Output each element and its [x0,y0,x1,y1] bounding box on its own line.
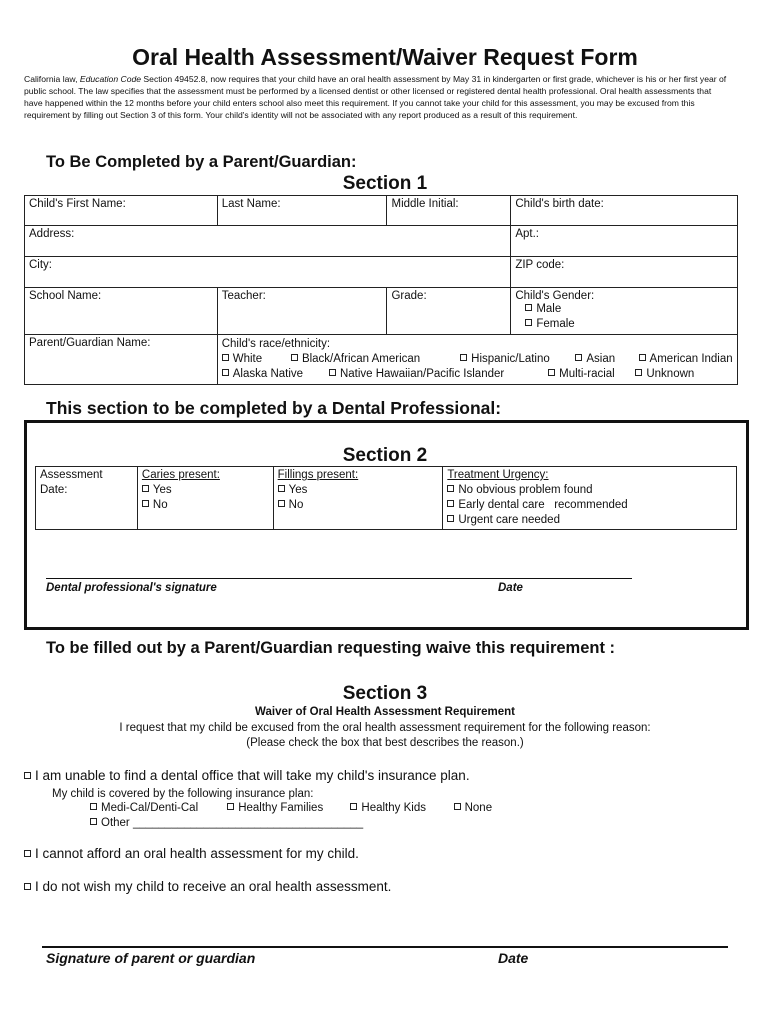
checkbox-icon[interactable] [24,772,31,779]
insurance-label: My child is covered by the following insurance plan: [52,788,314,800]
assessment-date-field[interactable]: Assessment Date: [36,467,138,530]
section3-title: Section 3 [342,683,428,704]
checkbox-icon[interactable] [525,319,532,326]
checkbox-icon[interactable] [278,485,285,492]
checkbox-icon[interactable] [447,515,454,522]
race-multi-racial[interactable]: Multi-racial [548,367,632,382]
reason-do-not-wish[interactable]: I do not wish my child to receive an oral health assessment. [24,879,391,894]
urgency-early[interactable]: Early dental care recommended [447,498,732,513]
dental-signature-label: Dental professional's signature [46,582,217,594]
fillings-field: Fillings present: Yes No [273,467,443,530]
caries-field: Caries present: Yes No [137,467,273,530]
birth-date-field[interactable]: Child's birth date: [511,196,738,226]
checkbox-icon[interactable] [90,803,97,810]
checkbox-icon[interactable] [24,883,31,890]
waiver-heading: To be filled out by a Parent/Guardian requesting waive this requirement : [46,639,616,657]
checkbox-icon[interactable] [447,485,454,492]
checkbox-icon[interactable] [142,500,149,507]
checkbox-icon[interactable] [575,354,582,361]
section3-instruction: (Please check the box that best describes the reason.) [246,737,524,749]
checkbox-icon[interactable] [291,354,298,361]
insurance-other[interactable]: Other ____________________________________ [90,817,363,829]
checkbox-icon[interactable] [639,354,646,361]
insurance-healthy-kids[interactable]: Healthy Kids [350,802,450,814]
parent-signature-line[interactable] [42,946,728,948]
checkbox-icon[interactable] [350,803,357,810]
dental-signature-line[interactable] [46,578,632,579]
address-field[interactable]: Address: [25,226,511,257]
section3-subtitle: Waiver of Oral Health Assessment Requirement [255,706,515,718]
section1-title: Section 1 [342,173,428,194]
gender-option-female[interactable]: Female [525,317,733,332]
intro-paragraph: California law, Education Code Section 49452.8, now requires that your child have an oral health assessment by May 31 in kindergarten or first grade, whichever is his or her first year of public school. The law specifies that the assessment must be performed by a licensed dentist or other licensed or registered dental health professional. Oral health assessments that have happened within the 12 months before your child enters school also meet this requirement. If you cannot take your child for this assessment, you may be excused from this requirement by filling out Section 3 of this form. Your child's identity will not be associated with any report produced as a result of this requirement. [24,74,727,120]
fillings-no[interactable]: No [278,498,439,513]
urgency-urgent[interactable]: Urgent care needed [447,513,732,528]
parent-heading: To Be Completed by a Parent/Guardian: [46,153,357,171]
checkbox-icon[interactable] [24,850,31,857]
insurance-options [90,802,492,814]
checkbox-icon[interactable] [635,369,642,376]
urgency-field: Treatment Urgency: No obvious problem found Early dental care recommended Urgent care needed [443,467,737,530]
first-name-field[interactable]: Child's First Name: [25,196,218,226]
checkbox-icon[interactable] [222,354,229,361]
checkbox-icon[interactable] [447,500,454,507]
checkbox-icon[interactable] [142,485,149,492]
section2-table [35,466,737,530]
race-hispanic[interactable]: Hispanic/Latino [460,352,572,367]
grade-field[interactable]: Grade: [387,288,511,335]
reason-insurance[interactable]: I am unable to find a dental office that will take my child's insurance plan. [24,768,470,783]
race-black[interactable]: Black/African American [291,352,457,367]
dental-date-label: Date [498,582,523,594]
insurance-none[interactable]: None [454,802,493,814]
race-white[interactable]: White [222,352,288,367]
section3-request: I request that my child be excused from the oral health assessment requirement for the following reason: [119,722,651,734]
checkbox-icon[interactable] [329,369,336,376]
checkbox-icon[interactable] [90,818,97,825]
checkbox-icon[interactable] [222,369,229,376]
form-title: Oral Health Assessment/Waiver Request Form [132,44,638,70]
reason-cannot-afford[interactable]: I cannot afford an oral health assessment for my child. [24,846,359,861]
race-native-hawaiian[interactable]: Native Hawaiian/Pacific Islander [329,367,545,382]
school-field[interactable]: School Name: [25,288,218,335]
parent-date-label: Date [498,950,529,966]
section1-table [24,195,738,385]
dental-heading: This section to be completed by a Dental Professional: [46,398,502,418]
gender-field: Child's Gender: Male Female [511,288,738,335]
checkbox-icon[interactable] [525,304,532,311]
caries-yes[interactable]: Yes [142,483,269,498]
middle-initial-field[interactable]: Middle Initial: [387,196,511,226]
last-name-field[interactable]: Last Name: [217,196,387,226]
insurance-healthy-families[interactable]: Healthy Families [227,802,347,814]
teacher-field[interactable]: Teacher: [217,288,387,335]
urgency-none[interactable]: No obvious problem found [447,483,732,498]
zip-field[interactable]: ZIP code: [511,257,738,288]
parent-name-field[interactable]: Parent/Guardian Name: [25,335,218,385]
section2-title: Section 2 [342,445,428,466]
gender-option-male[interactable]: Male [525,302,733,317]
race-american-indian[interactable]: American Indian [639,352,733,367]
checkbox-icon[interactable] [454,803,461,810]
race-field: Child's race/ethnicity: White Black/African American Hispanic/Latino Asian American Indian Alaska Native Native Hawaiian/Pacific Islander Multi-racial Unknown [217,335,737,385]
apt-field[interactable]: Apt.: [511,226,738,257]
insurance-medi-cal[interactable]: Medi-Cal/Denti-Cal [90,802,224,814]
city-field[interactable]: City: [25,257,511,288]
checkbox-icon[interactable] [460,354,467,361]
race-unknown[interactable]: Unknown [635,367,694,382]
fillings-yes[interactable]: Yes [278,483,439,498]
race-asian[interactable]: Asian [575,352,635,367]
parent-signature-label: Signature of parent or guardian [46,950,256,966]
race-alaska-native[interactable]: Alaska Native [222,367,326,382]
checkbox-icon[interactable] [278,500,285,507]
checkbox-icon[interactable] [548,369,555,376]
checkbox-icon[interactable] [227,803,234,810]
caries-no[interactable]: No [142,498,269,513]
